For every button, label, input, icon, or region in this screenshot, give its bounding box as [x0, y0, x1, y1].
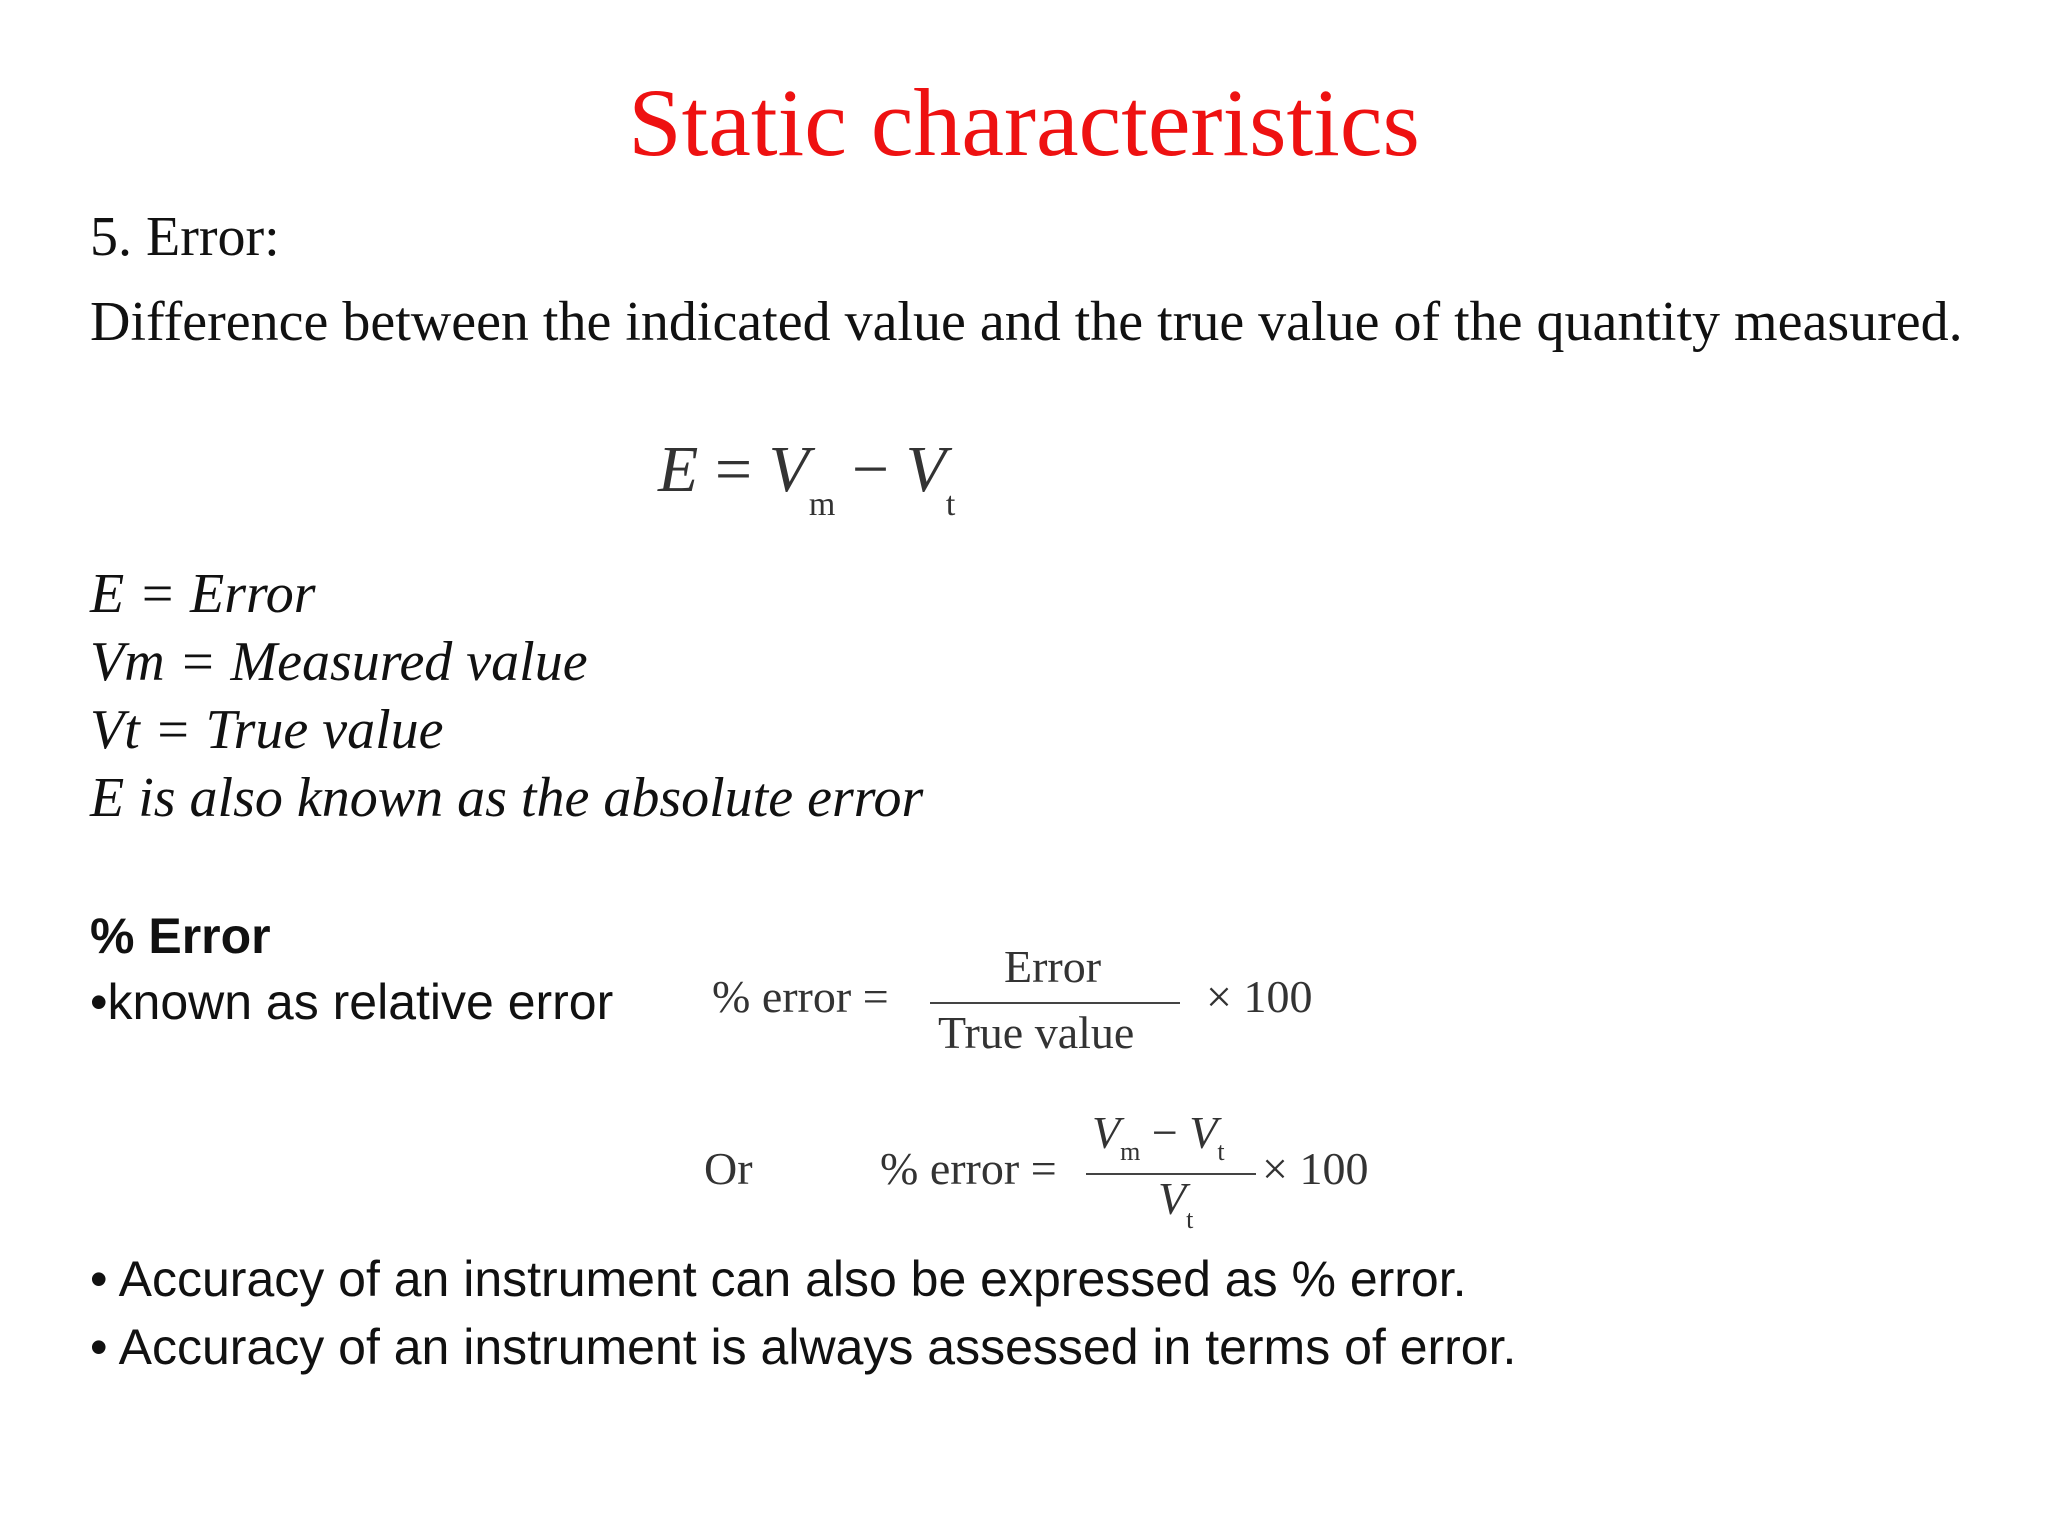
formula1-fraction-bar — [930, 1002, 1180, 1004]
bullet-item: • Accuracy of an instrument is always assessed in terms of error. — [90, 1319, 1517, 1375]
eq-lhs: E — [658, 433, 699, 506]
eq-equals: = — [714, 433, 753, 506]
or-label: Or — [704, 1143, 753, 1194]
formula2-times: × 100 — [1262, 1143, 1369, 1194]
formula2-lhs: % error = — [880, 1143, 1057, 1194]
section-heading: 5. Error: — [90, 206, 280, 268]
var-line: E is also known as the absolute error — [90, 767, 924, 829]
error-equation — [658, 430, 955, 521]
eq-sub-t: t — [945, 486, 956, 523]
eq-vm: V — [768, 433, 809, 506]
var-line: Vm = Measured value — [90, 631, 588, 693]
error-definition: Difference between the indicated value and the true value of the quantity measured. — [90, 291, 1963, 353]
formula2-numerator — [1092, 1106, 1225, 1166]
var-line: Vt = True value — [90, 699, 444, 761]
eq-sub-m: m — [808, 486, 836, 523]
formula1-lhs: % error = — [712, 971, 889, 1022]
formula1-denominator: True value — [938, 1007, 1135, 1058]
f2-sub-m: m — [1120, 1137, 1141, 1166]
formula2-denominator — [1158, 1172, 1194, 1234]
accuracy-bullets — [90, 1245, 1516, 1381]
var-line: E = Error — [90, 563, 316, 625]
slide-title: Static characteristics — [628, 69, 1420, 176]
f2-vt: V — [1189, 1107, 1218, 1158]
relative-error-bullet: •known as relative error — [90, 974, 614, 1030]
f2-vm: V — [1092, 1107, 1121, 1158]
f2-den-sub: t — [1186, 1205, 1194, 1234]
formula1-numerator: Error — [1004, 941, 1102, 992]
formula1-times: × 100 — [1206, 971, 1313, 1022]
f2-minus: − — [1151, 1107, 1178, 1158]
percent-error-heading: % Error — [90, 908, 271, 964]
eq-vt: V — [905, 433, 946, 506]
variable-definitions — [90, 560, 923, 832]
f2-sub-t: t — [1217, 1137, 1225, 1166]
f2-den-v: V — [1158, 1173, 1187, 1224]
eq-minus: − — [851, 433, 890, 506]
bullet-item: • Accuracy of an instrument can also be expressed as % error. — [90, 1251, 1467, 1307]
